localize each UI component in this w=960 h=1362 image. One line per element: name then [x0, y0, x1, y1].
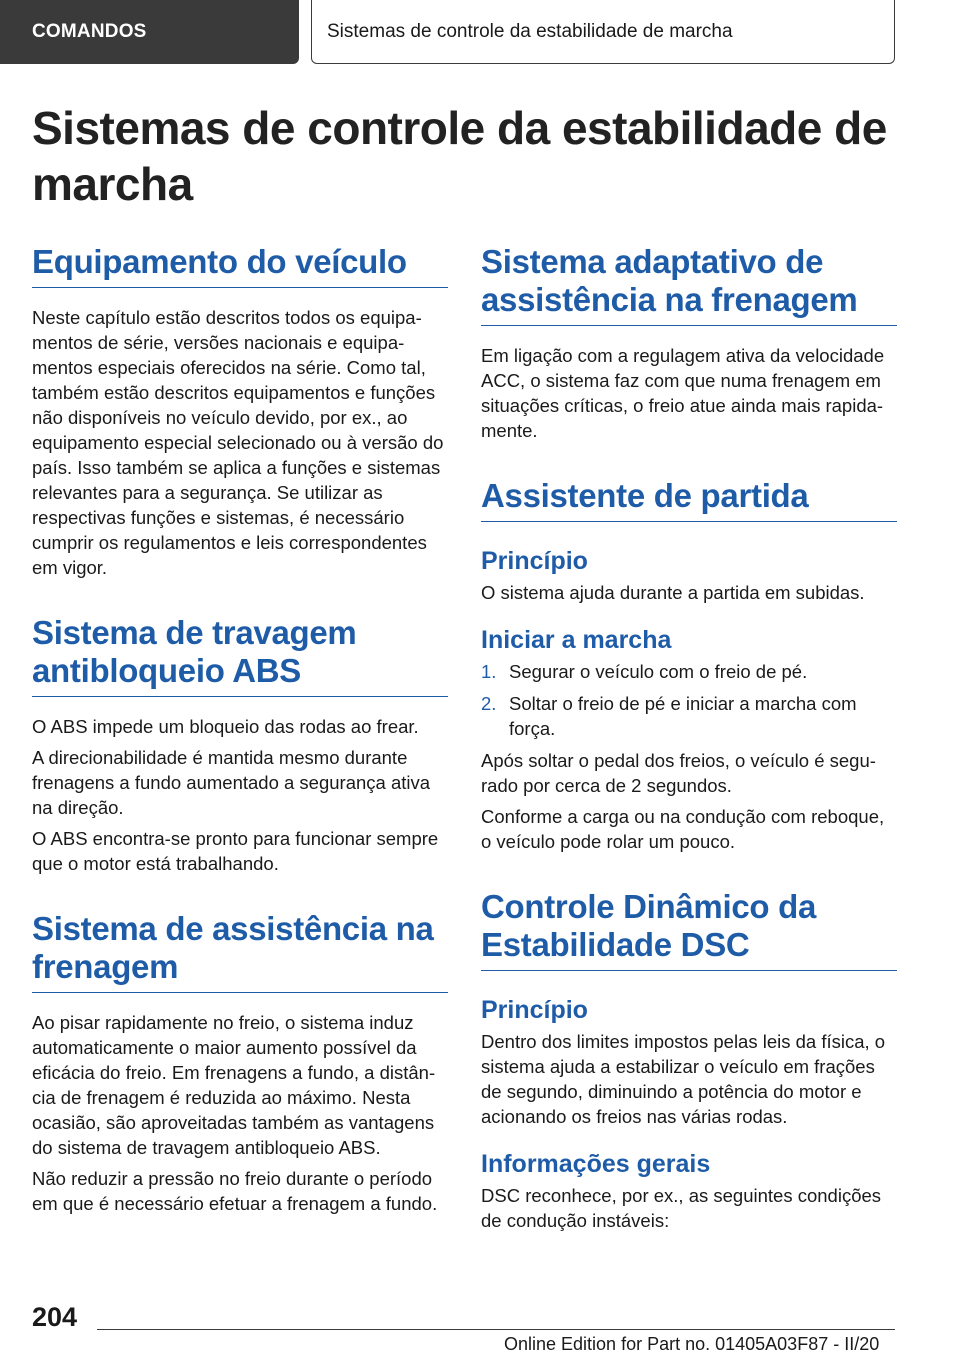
- paragraph-partida-after-1: Após soltar o pedal dos freios, o veículo é segurado por cerca de 2 segundos.: [481, 750, 876, 796]
- step-item: [481, 691, 897, 741]
- step-text: Segurar o veículo com o freio de pé.: [509, 661, 808, 682]
- page-title: Sistemas de controle da estabilidade de marcha: [32, 102, 887, 210]
- paragraph-principio-dsc: Dentro dos limites impostos pelas leis da física, o sistema ajuda a estabilizar o veículo em frações de segundo, diminuindo a potência do motor e acionando os freios nas várias rodas.: [481, 1031, 886, 1127]
- paragraph-assistencia-1: Ao pisar rapidamente no freio, o sistema induz automaticamente o maior aumento possível da eficácia do freio. Em frenagens a fundo, a distância de frenagem é reduzida ao máximo. Nesta ocasião, são aproveitadas também as vantagens do sistema de travagem antibloqueio ABS.: [32, 1012, 436, 1158]
- heading-dsc: Controle Dinâmico da Estabilidade DSC: [481, 888, 897, 971]
- paragraph-informacoes-gerais: DSC reconhece, por ex., as seguintes condições de condução instáveis:: [481, 1185, 882, 1231]
- heading-equipamento: Equipamento do veículo: [32, 243, 448, 288]
- paragraph-abs-1: O ABS impede um bloqueio das rodas ao frear.: [32, 716, 419, 737]
- step-number: 1.: [481, 661, 497, 682]
- paragraph-adaptativo: Em ligação com a regulagem ativa da velocidade ACC, o sistema faz com que numa frenagem em situações críticas, o freio atue ainda mais rapidamente.: [481, 345, 885, 441]
- paragraph-principio-partida: O sistema ajuda durante a partida em subidas.: [481, 582, 865, 603]
- paragraph-assistencia-2: Não reduzir a pressão no freio durante o período em que é necessário efetuar a frenagem a fundo.: [32, 1168, 438, 1214]
- subheading-principio-dsc: Princípio: [481, 996, 588, 1024]
- paragraph-partida-after-2: Conforme a carga ou na condução com reboque, o veículo pode rolar um pouco.: [481, 806, 885, 852]
- paragraph-abs-2: A direcionabilidade é mantida mesmo durante frenagens a fundo aumentado a segurança ativa na direção.: [32, 747, 431, 818]
- paragraph-abs-3: O ABS encontra-se pronto para funcionar sempre que o motor está trabalhando.: [32, 828, 439, 874]
- heading-assistencia: Sistema de assistência na frenagem: [32, 910, 448, 993]
- right-column: [481, 243, 897, 1233]
- step-item: [481, 659, 897, 684]
- edition-note: Online Edition for Part no. 01405A03F87 - II/20: [504, 1334, 880, 1354]
- chapter-tab: COMANDOS: [0, 0, 299, 64]
- page-number: 204: [32, 1302, 78, 1332]
- subheading-informacoes-gerais: Informações gerais: [481, 1150, 711, 1178]
- subheading-iniciar-marcha: Iniciar a marcha: [481, 626, 672, 654]
- breadcrumb: Sistemas de controle da estabilidade de marcha: [311, 0, 895, 64]
- footer-divider: [97, 1329, 895, 1330]
- left-column: [32, 243, 448, 1216]
- heading-adaptativo: Sistema adaptativo de assistência na frenagem: [481, 243, 897, 326]
- step-number: 2.: [481, 693, 497, 714]
- heading-partida: Assistente de partida: [481, 477, 897, 522]
- step-text: Soltar o freio de pé e iniciar a marcha com força.: [509, 693, 857, 739]
- steps-list: [481, 659, 897, 741]
- paragraph-equipamento: Neste capítulo estão descritos todos os equipamentos de série, versões nacionais e equipamentos especiais oferecidos na série. Como tal, também estão descritos equipamentos e funções não disponíveis no veículo devido, por ex., ao equipamento especial selecionado ou à versão do país. Isso também se aplica a funções e sistemas relevantes para a segurança. Se utilizar as respectivas funções e sistemas, é necessário cumprir os regulamentos e leis correspondentes em vigor.: [32, 307, 444, 578]
- subheading-principio-partida: Princípio: [481, 547, 588, 575]
- heading-abs: Sistema de travagem antibloqueio ABS: [32, 614, 448, 697]
